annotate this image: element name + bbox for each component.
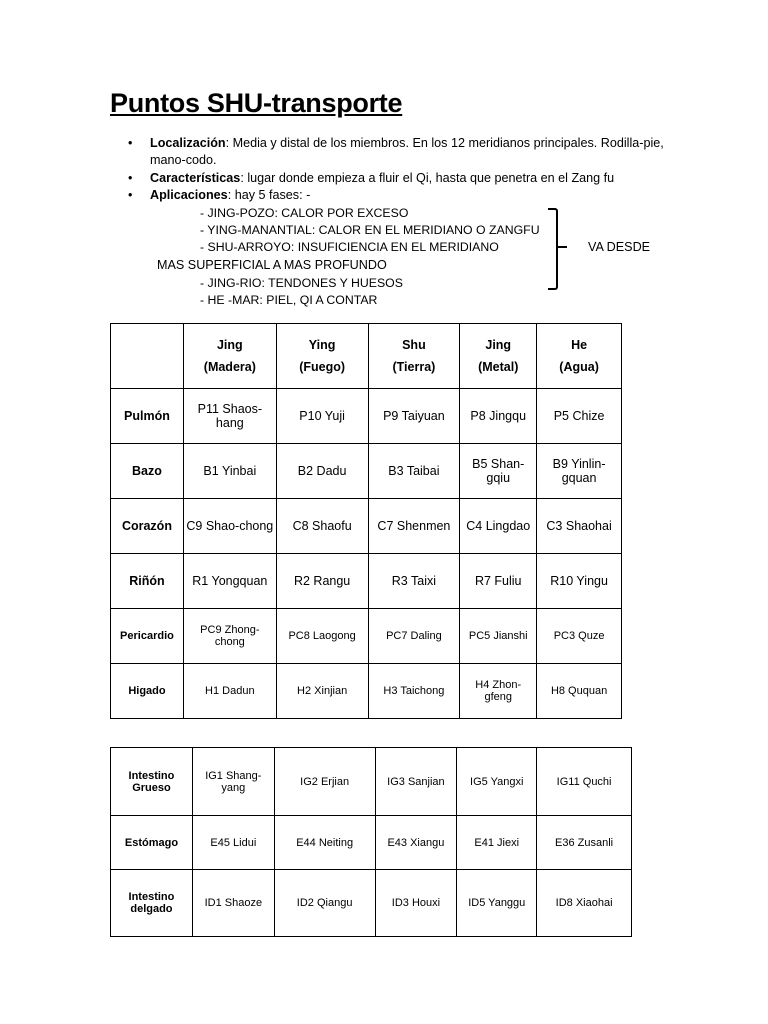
point-cell: B1 Yinbai	[183, 444, 276, 499]
point-cell: H8 Ququan	[537, 664, 622, 719]
row-organ-label: Riñón	[111, 554, 184, 609]
bullet-text: : lugar donde empieza a fluir el Qi, hasta que penetra en el Zang fu	[240, 170, 615, 185]
curly-bracket-icon	[548, 208, 558, 290]
header-name: He	[571, 338, 588, 352]
bullet-label: Características	[150, 170, 241, 185]
phase-jing-pozo: - JING-POZO: CALOR POR EXCESO	[200, 206, 409, 220]
bracket-tip	[557, 246, 567, 248]
header-name: Shu	[402, 338, 426, 352]
point-cell: ID5 Yanggu	[457, 870, 537, 937]
table-row	[111, 609, 622, 664]
point-cell: PC9 Zhong-chong	[183, 609, 276, 664]
table-row	[111, 664, 622, 719]
point-cell: H4 Zhon-gfeng	[460, 664, 537, 719]
phase-shu-arroyo: - SHU-ARROYO: INSUFICIENCIA EN EL MERIDIANO	[200, 240, 499, 254]
va-desde-text: VA DESDE	[588, 240, 651, 254]
point-cell: IG3 Sanjian	[375, 748, 457, 816]
bullet-label: Localización	[150, 136, 226, 150]
point-cell: C8 Shaofu	[276, 499, 368, 554]
point-cell: P11 Shaos-hang	[183, 389, 276, 444]
point-cell: B5 Shan-gqiu	[460, 444, 537, 499]
header-cell	[183, 324, 276, 389]
bullet-dot-icon: •	[128, 136, 133, 150]
point-cell: P10 Yuji	[276, 389, 368, 444]
point-cell: ID8 Xiaohai	[537, 870, 632, 937]
row-organ-label: Higado	[111, 664, 184, 719]
point-cell: H1 Dadun	[183, 664, 276, 719]
point-cell: PC3 Quze	[537, 609, 622, 664]
point-cell: H3 Taichong	[368, 664, 460, 719]
table-row	[111, 870, 632, 937]
phase-ying-manantial: - YING-MANANTIAL: CALOR EN EL MERIDIANO O ZANGFU	[200, 223, 540, 237]
table-row	[111, 444, 622, 499]
shu-points-table-1	[110, 323, 622, 719]
point-cell: PC7 Daling	[368, 609, 460, 664]
point-cell: IG11 Quchi	[537, 748, 632, 816]
header-element: (Metal)	[478, 360, 519, 374]
point-cell: E36 Zusanli	[537, 816, 632, 870]
point-cell: ID2 Qiangu	[274, 870, 375, 937]
point-cell: R2 Rangu	[276, 554, 368, 609]
point-cell: IG1 Shang-yang	[192, 748, 274, 816]
row-organ-label: Pulmón	[111, 389, 184, 444]
header-cell	[276, 324, 368, 389]
mas-superficial-text: MAS SUPERFICIAL A MAS PROFUNDO	[157, 258, 387, 272]
point-cell: B2 Dadu	[276, 444, 368, 499]
row-organ-label: Intestino delgado	[111, 870, 193, 937]
header-name: Ying	[308, 338, 336, 352]
point-cell: P5 Chize	[537, 389, 622, 444]
point-cell: PC8 Laogong	[276, 609, 368, 664]
point-cell: ID3 Houxi	[375, 870, 457, 937]
phase-he-mar: - HE -MAR: PIEL, QI A CONTAR	[200, 293, 378, 307]
row-organ-label: Estómago	[111, 816, 193, 870]
point-cell: C9 Shao-chong	[183, 499, 276, 554]
bullet-aplicaciones	[128, 187, 668, 204]
point-cell: B3 Taibai	[368, 444, 460, 499]
bullet-dot-icon: •	[128, 188, 133, 203]
point-cell: P9 Taiyuan	[368, 389, 460, 444]
point-cell: ID1 Shaoze	[192, 870, 274, 937]
point-cell: C7 Shenmen	[368, 499, 460, 554]
header-name: Jing	[485, 338, 512, 352]
table-row	[111, 499, 622, 554]
point-cell: E41 Jiexi	[457, 816, 537, 870]
bullet-caracteristicas	[128, 170, 668, 187]
row-organ-label: Intestino Grueso	[111, 748, 193, 816]
bullet-dot-icon: •	[128, 170, 133, 185]
point-cell: R3 Taixi	[368, 554, 460, 609]
point-cell: B9 Yinlin-gquan	[537, 444, 622, 499]
bullet-label: Aplicaciones	[150, 188, 228, 203]
row-organ-label: Pericardio	[111, 609, 184, 664]
table-row	[111, 816, 632, 870]
point-cell: IG2 Erjian	[274, 748, 375, 816]
point-cell: E43 Xiangu	[375, 816, 457, 870]
table-row	[111, 554, 622, 609]
point-cell: R1 Yongquan	[183, 554, 276, 609]
table-row	[111, 748, 632, 816]
shu-points-table-2	[110, 747, 632, 937]
point-cell: R7 Fuliu	[460, 554, 537, 609]
bullet-list	[128, 135, 668, 205]
point-cell: P8 Jingqu	[460, 389, 537, 444]
bullet-localizacion	[128, 135, 668, 170]
point-cell: PC5 Jianshi	[460, 609, 537, 664]
row-organ-label: Bazo	[111, 444, 184, 499]
point-cell: IG5 Yangxi	[457, 748, 537, 816]
header-cell	[460, 324, 537, 389]
point-cell: H2 Xinjian	[276, 664, 368, 719]
header-element: (Agua)	[559, 360, 599, 374]
point-cell: E44 Neiting	[274, 816, 375, 870]
phase-jing-rio: - JING-RIO: TENDONES Y HUESOS	[200, 276, 403, 290]
header-cell	[368, 324, 460, 389]
header-element: (Tierra)	[392, 360, 436, 374]
header-element: (Madera)	[203, 360, 256, 374]
point-cell: C4 Lingdao	[460, 499, 537, 554]
page-title: Puntos SHU-transporte	[110, 88, 403, 118]
point-cell: R10 Yingu	[537, 554, 622, 609]
header-cell	[537, 324, 622, 389]
table-row	[111, 389, 622, 444]
bullet-text: : Media y distal de los miembros. En los 12 meridianos principales. Rodilla-pie, mano-codo.	[150, 136, 664, 168]
header-element: (Fuego)	[299, 360, 346, 374]
header-name: Jing	[216, 338, 243, 352]
table-header-row	[111, 324, 622, 389]
bullet-text: : hay 5 fases: -	[227, 188, 311, 203]
header-empty-cell	[111, 324, 184, 389]
point-cell: C3 Shaohai	[537, 499, 622, 554]
row-organ-label: Corazón	[111, 499, 184, 554]
point-cell: E45 Lidui	[192, 816, 274, 870]
